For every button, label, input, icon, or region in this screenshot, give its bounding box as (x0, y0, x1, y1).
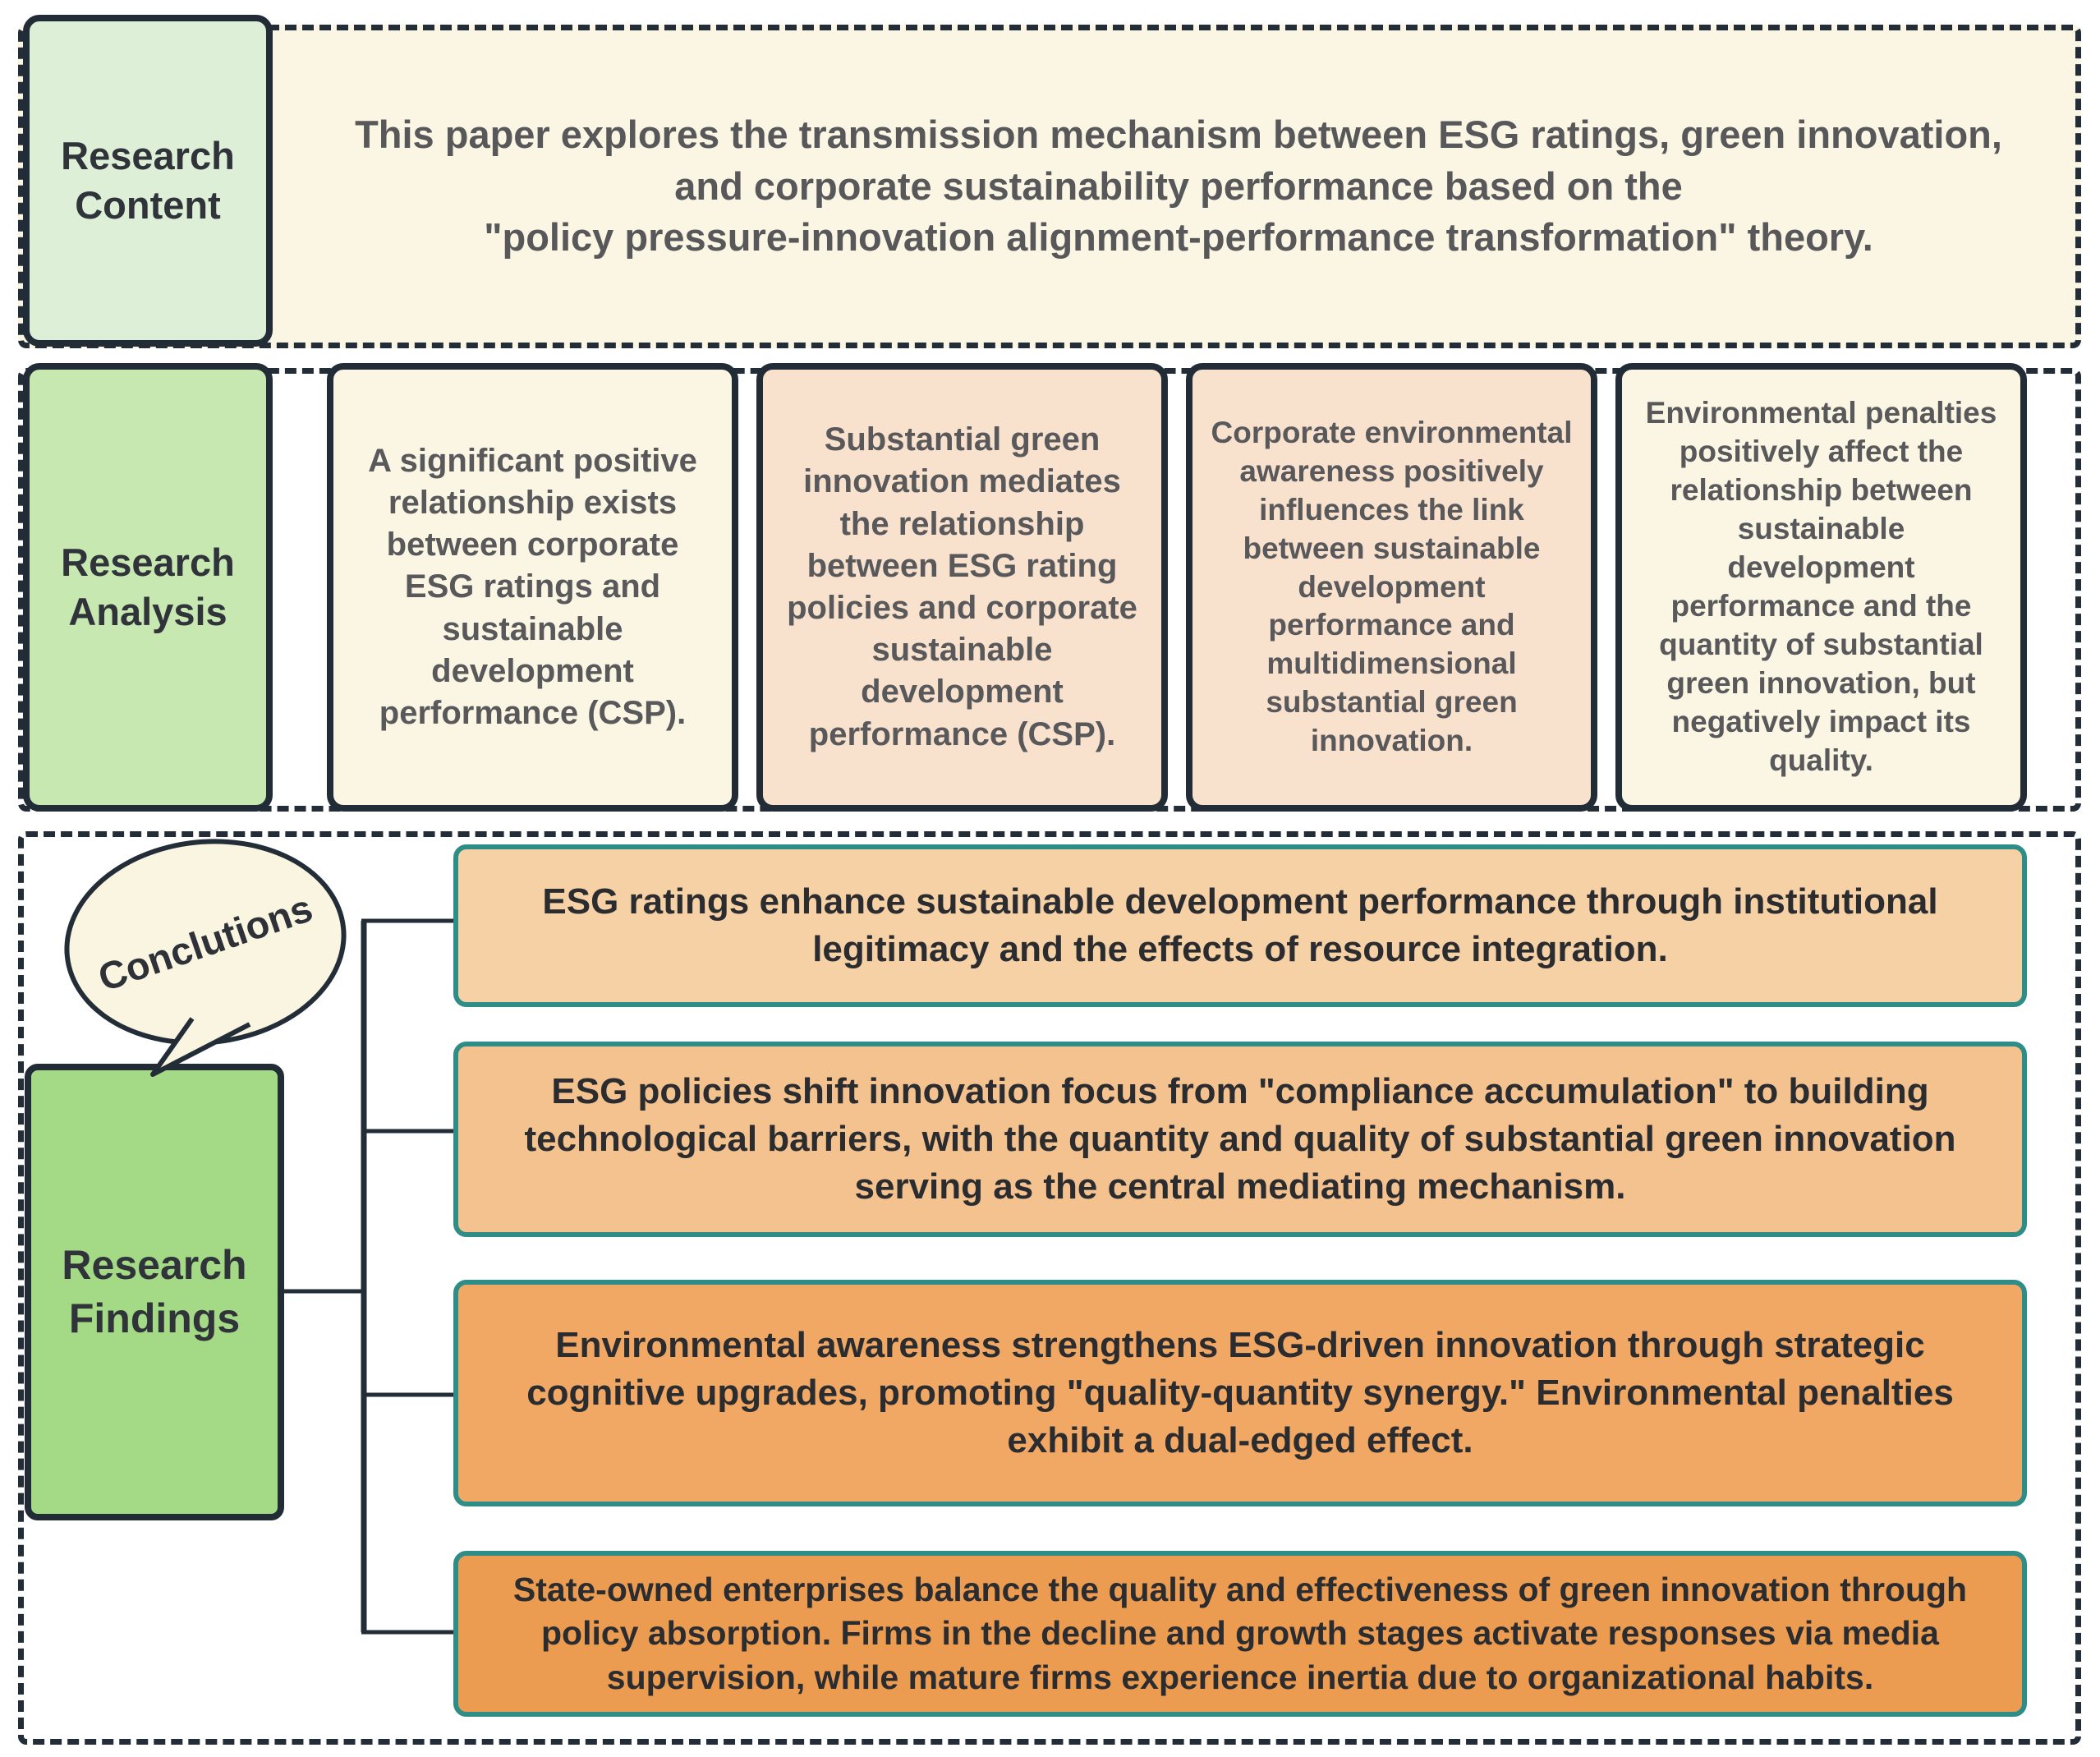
finding-box-2-text: ESG policies shift innovation focus from "compliance accumulation" to building technological barriers, with the quantity and quality of substantial green innovation serving as the central mediating mechanism. (524, 1070, 1956, 1207)
research-analysis-label-text: Research Analysis (61, 540, 235, 633)
research-content-line: This paper explores the transmission mechanism between ESG ratings, green innovation, (355, 113, 2002, 157)
research-findings-label (25, 1064, 284, 1520)
analysis-row (327, 363, 2027, 812)
finding-box-3 (453, 1280, 2027, 1506)
conclusions-bubble-text: Conclutions (92, 885, 318, 1000)
analysis-box-4 (1615, 363, 2027, 812)
research-content-line: "policy pressure-innovation alignment-performance transformation" theory. (484, 215, 1873, 260)
finding-box-1 (453, 844, 2027, 1007)
research-analysis-label (23, 363, 273, 812)
research-content-line: and corporate sustainability performance based on the (674, 163, 1683, 208)
finding-box-2 (453, 1042, 2027, 1237)
analysis-box-3 (1186, 363, 1597, 812)
research-content-label-text: Research Content (61, 133, 235, 227)
analysis-box-1 (327, 363, 738, 812)
analysis-box-2-text: Substantial green innovation mediates the relationship between ESG rating policies and corporate sustainable development performance (CSP). (787, 421, 1137, 752)
analysis-box-4-text: Environmental penalties positively affect the relationship between sustainable development performance and the quantity of substantial green innovation, but negatively impact its quality. (1645, 396, 1997, 777)
analysis-box-2 (756, 363, 1168, 812)
analysis-box-1-text: A significant positive relationship exists between corporate ESG ratings and sustainable development performance (CSP). (368, 442, 697, 731)
analysis-box-3-text: Corporate environmental awareness positively influences the link between sustainable development performance and multidimensional substantial green innovation. (1211, 415, 1573, 758)
research-content-text (287, 26, 2070, 347)
research-content-label (23, 15, 273, 347)
research-findings-label-text: Research Findings (62, 1242, 247, 1341)
finding-box-3-text: Environmental awareness strengthens ESG-driven innovation through strategic cognitive upgrades, promoting "quality-quantity synergy." Environmental penalties exhibit a dual-edged effect. (526, 1324, 1954, 1461)
finding-box-4-text: State-owned enterprises balance the quality and effectiveness of green innovation through policy absorption. Firms in the decline and growth stages activate responses via media supervision, while mature firms experience inertia due to organizational habits. (512, 1571, 1968, 1696)
finding-box-4 (453, 1551, 2027, 1717)
finding-box-1-text: ESG ratings enhance sustainable development performance through institutional legitimacy and the effects of resource integration. (542, 881, 1938, 969)
